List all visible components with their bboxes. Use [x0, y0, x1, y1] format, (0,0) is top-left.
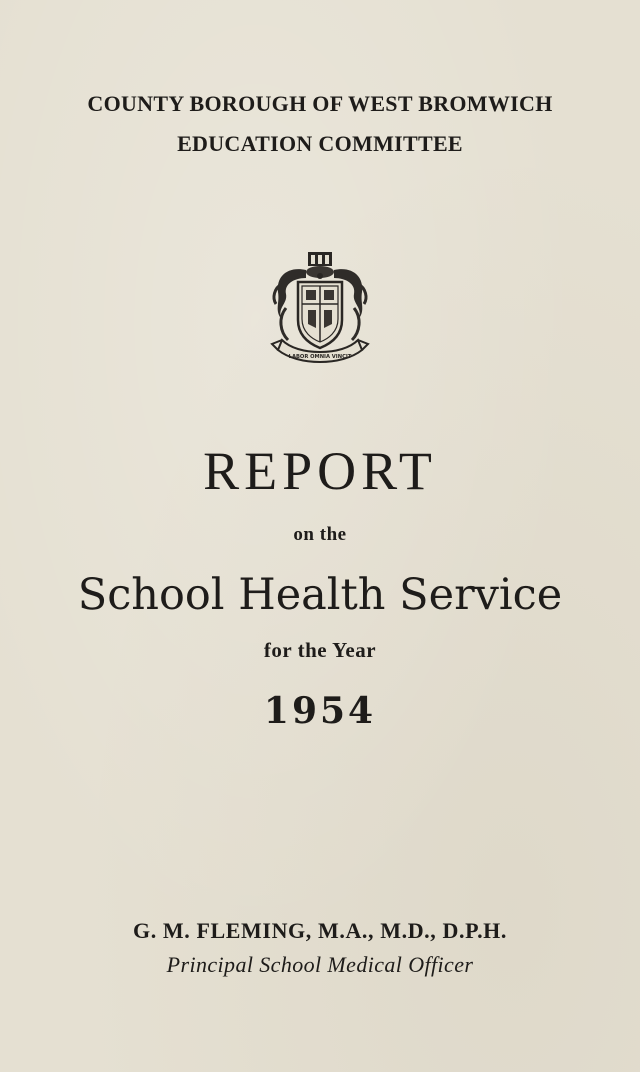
author-name: G. M. FLEMING, M.A., M.D., D.P.H.	[132, 918, 507, 943]
report-title: REPORT	[203, 441, 437, 501]
author-role: Principal School Medical Officer	[166, 952, 474, 977]
service-title: School Health Service	[77, 570, 563, 620]
report-year: 1954	[263, 690, 377, 732]
borough-heading: COUNTY BOROUGH OF WEST BROMWICH	[87, 91, 553, 116]
for-the-year-label: for the Year	[263, 638, 377, 662]
crest-motto: LABOR OMNIA VINCIT	[288, 354, 352, 360]
coat-of-arms-icon	[268, 248, 372, 370]
committee-heading: EDUCATION COMMITTEE	[177, 131, 463, 156]
on-the-label: on the	[293, 524, 347, 545]
